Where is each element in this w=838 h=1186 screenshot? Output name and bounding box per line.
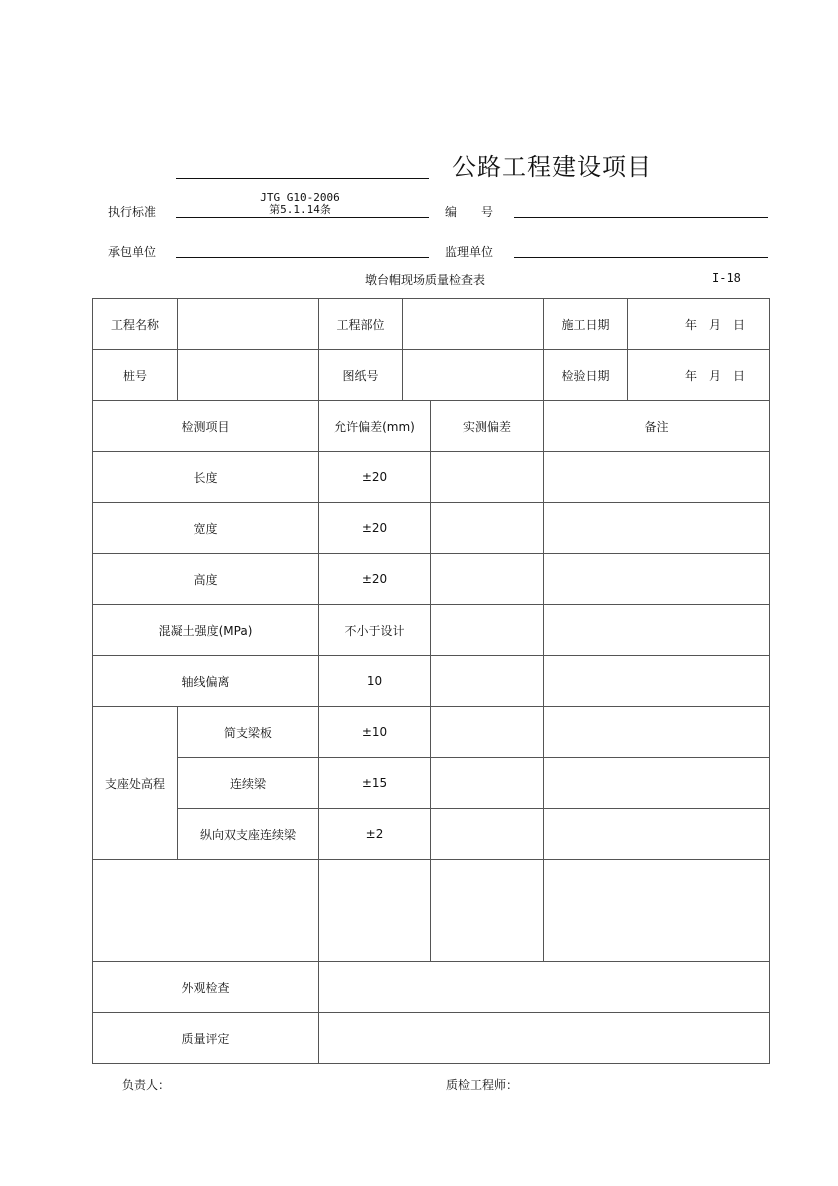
measured-cell[interactable] [431, 503, 544, 554]
item-name: 宽度 [93, 503, 319, 554]
measured-cell[interactable] [431, 554, 544, 605]
engineer-label: 质检工程师： [446, 1078, 519, 1092]
project-part-label: 工程部位 [319, 299, 403, 350]
number-label: 编 号 [445, 205, 494, 219]
remark-cell[interactable] [544, 707, 770, 758]
contractor-field[interactable] [176, 257, 429, 258]
standard-line [176, 217, 429, 218]
allowed-value: ±20 [319, 554, 431, 605]
remark-cell[interactable] [544, 452, 770, 503]
project-name-value[interactable] [178, 299, 319, 350]
blank-item-cell[interactable] [93, 860, 319, 962]
quality-label: 质量评定 [93, 1013, 319, 1064]
pile-no-label: 桩号 [93, 350, 178, 401]
allowed-value: ±20 [319, 452, 431, 503]
check-row [93, 503, 770, 554]
allowed-value: ±10 [319, 707, 431, 758]
col-measured: 实测偏差 [431, 401, 544, 452]
check-row [93, 554, 770, 605]
project-part-value[interactable] [403, 299, 544, 350]
quality-row [93, 1013, 770, 1064]
supervisor-label: 监理单位 [445, 245, 494, 259]
info-row-2 [93, 350, 770, 401]
standard-label: 执行标准 [108, 205, 157, 219]
form-subtitle: 墩台帽现场质量检查表 [365, 273, 486, 287]
standard-code: JTG G10-2006 [260, 191, 340, 204]
inspection-date-label: 检验日期 [544, 350, 628, 401]
col-item: 检测项目 [93, 401, 319, 452]
inspection-table [92, 298, 770, 1064]
blank-allowed-cell[interactable] [319, 860, 431, 962]
measured-cell[interactable] [431, 707, 544, 758]
item-name: 高度 [93, 554, 319, 605]
appearance-row [93, 962, 770, 1013]
info-row-1 [93, 299, 770, 350]
item-name: 简支梁板 [178, 707, 319, 758]
support-row [93, 758, 770, 809]
remark-cell[interactable] [544, 809, 770, 860]
col-remark: 备注 [544, 401, 770, 452]
measured-cell[interactable] [431, 656, 544, 707]
item-name: 连续梁 [178, 758, 319, 809]
support-group-label: 支座处高程 [93, 707, 178, 860]
blank-remark-cell[interactable] [544, 860, 770, 962]
drawing-no-value[interactable] [403, 350, 544, 401]
blank-row [93, 860, 770, 962]
item-name: 纵向双支座连续梁 [178, 809, 319, 860]
support-row [93, 809, 770, 860]
measured-cell[interactable] [431, 809, 544, 860]
number-field[interactable] [514, 217, 768, 218]
allowed-value: 10 [319, 656, 431, 707]
remark-cell[interactable] [544, 656, 770, 707]
appearance-label: 外观检查 [93, 962, 319, 1013]
item-name: 混凝土强度(MPa) [93, 605, 319, 656]
column-header-row [93, 401, 770, 452]
allowed-value: ±2 [319, 809, 431, 860]
allowed-value: 不小于设计 [319, 605, 431, 656]
responsible-label: 负责人： [122, 1078, 171, 1092]
remark-cell[interactable] [544, 554, 770, 605]
construction-date-label: 施工日期 [544, 299, 628, 350]
pile-no-value[interactable] [178, 350, 319, 401]
support-row [93, 707, 770, 758]
inspection-date-value[interactable]: 年 月 日 [628, 350, 770, 401]
check-row [93, 605, 770, 656]
construction-date-value[interactable]: 年 月 日 [628, 299, 770, 350]
form-main-title: 公路工程建设项目 [452, 153, 652, 181]
measured-cell[interactable] [431, 452, 544, 503]
form-code: I-18 [712, 271, 741, 285]
col-allowed: 允许偏差(mm) [319, 401, 431, 452]
appearance-value[interactable] [319, 962, 770, 1013]
quality-value[interactable] [319, 1013, 770, 1064]
check-row [93, 452, 770, 503]
project-name-line [176, 178, 429, 179]
standard-clause: 第5.1.14条 [269, 203, 331, 216]
remark-cell[interactable] [544, 503, 770, 554]
measured-cell[interactable] [431, 758, 544, 809]
check-row [93, 656, 770, 707]
measured-cell[interactable] [431, 605, 544, 656]
remark-cell[interactable] [544, 605, 770, 656]
contractor-label: 承包单位 [108, 245, 157, 259]
project-name-label: 工程名称 [93, 299, 178, 350]
allowed-value: ±15 [319, 758, 431, 809]
blank-measured-cell[interactable] [431, 860, 544, 962]
item-name: 长度 [93, 452, 319, 503]
item-name: 轴线偏离 [93, 656, 319, 707]
allowed-value: ±20 [319, 503, 431, 554]
remark-cell[interactable] [544, 758, 770, 809]
standard-value [230, 192, 370, 216]
drawing-no-label: 图纸号 [319, 350, 403, 401]
supervisor-field[interactable] [514, 257, 768, 258]
